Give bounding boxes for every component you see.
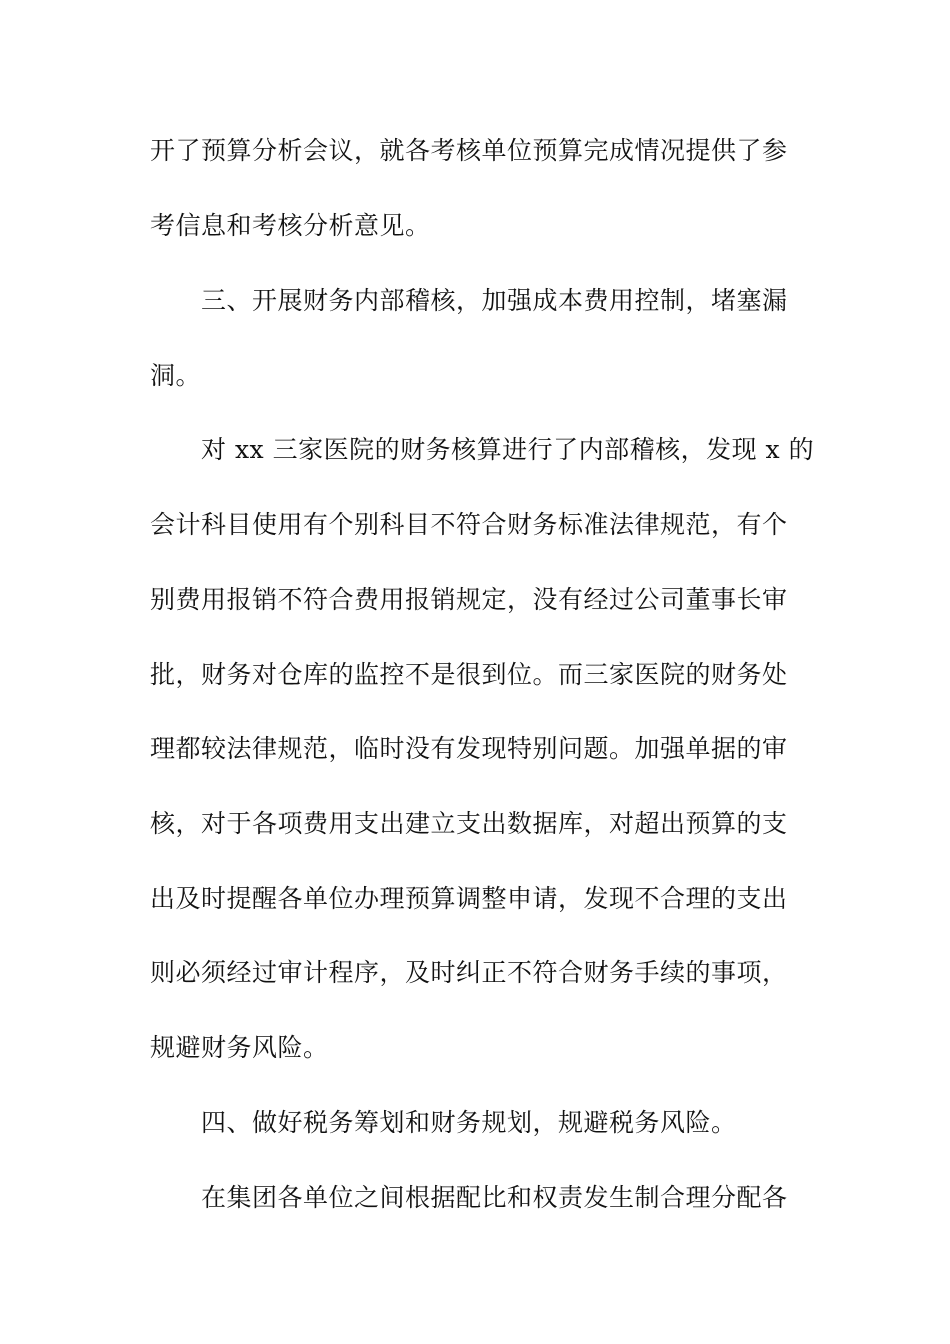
paragraph-line: 批，财务对仓库的监控不是很到位。而三家医院的财务处 bbox=[150, 660, 788, 689]
section-heading: 四、做好税务筹划和财务规划，规避税务风险。 bbox=[201, 1108, 737, 1137]
paragraph-line: 在集团各单位之间根据配比和权责发生制合理分配各 bbox=[201, 1183, 788, 1212]
paragraph-line: 核，对于各项费用支出建立支出数据库，对超出预算的支 bbox=[150, 809, 788, 838]
paragraph-line: 考信息和考核分析意见。 bbox=[150, 211, 431, 240]
paragraph-line: 对 xx 三家医院的财务核算进行了内部稽核，发现 x 的 bbox=[201, 435, 815, 464]
paragraph-line: 开了预算分析会议，就各考核单位预算完成情况提供了参 bbox=[150, 136, 788, 165]
section-heading: 三、开展财务内部稽核，加强成本费用控制，堵塞漏 bbox=[201, 286, 788, 315]
section-heading: 洞。 bbox=[150, 361, 202, 390]
paragraph-line: 理都较法律规范，临时没有发现特别问题。加强单据的审 bbox=[150, 734, 788, 763]
paragraph-line: 出及时提醒各单位办理预算调整申请，发现不合理的支出 bbox=[150, 884, 788, 913]
paragraph-line: 别费用报销不符合费用报销规定，没有经过公司董事长审 bbox=[150, 585, 788, 614]
paragraph-line: 会计科目使用有个别科目不符合财务标准法律规范，有个 bbox=[150, 510, 788, 539]
paragraph-line: 规避财务风险。 bbox=[150, 1033, 329, 1062]
paragraph-line: 则必须经过审计程序，及时纠正不符合财务手续的事项， bbox=[150, 958, 788, 987]
